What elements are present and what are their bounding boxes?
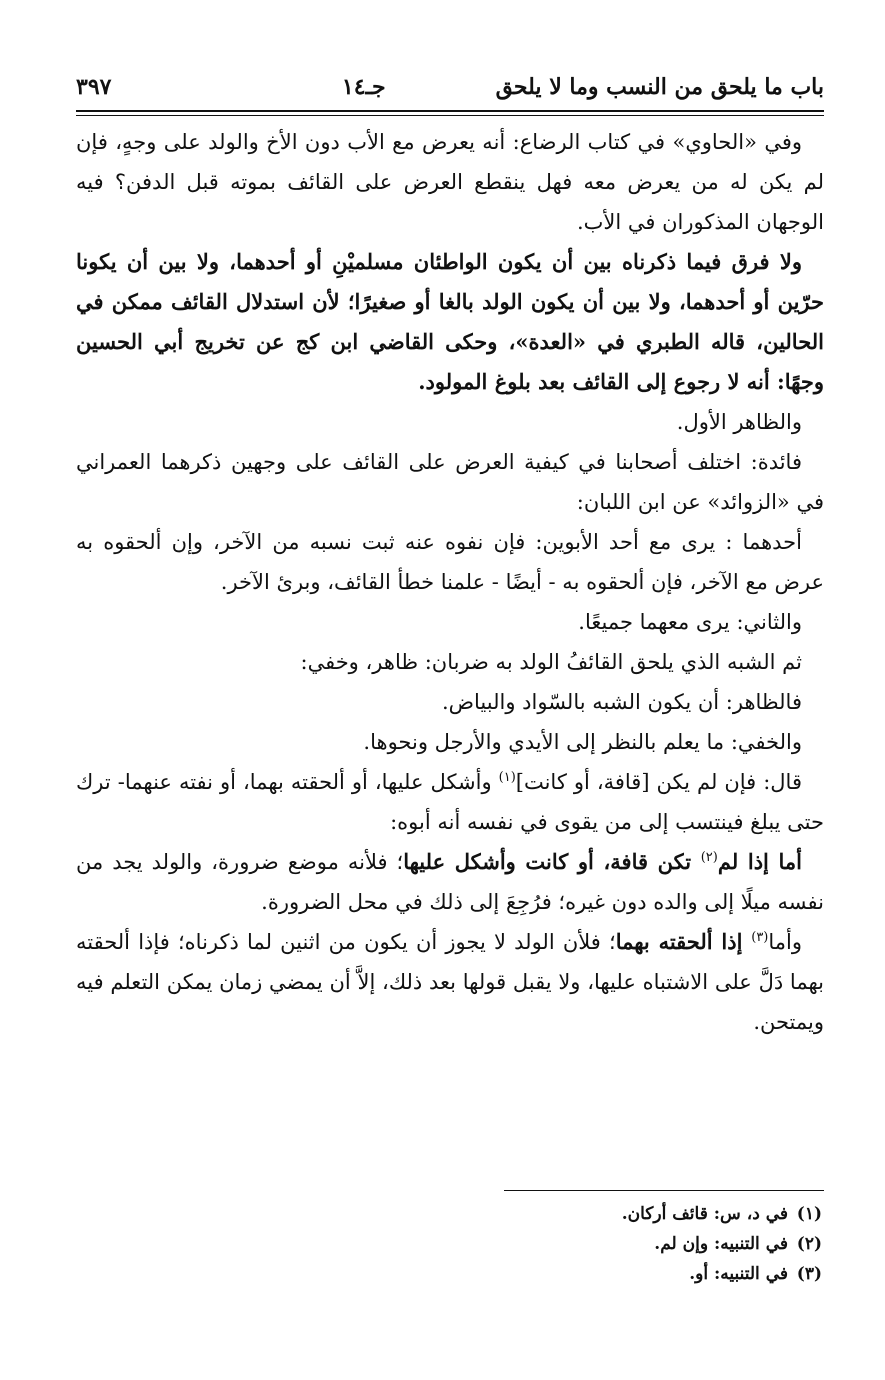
footnote-ref: (١) [498,770,516,785]
paragraph: وفي «الحاوي» في كتاب الرضاع: أنه يعرض مع الأب دون الأخ والولد على وجهٍ، فإن لم يكن له من يعرض معه فهل ينقطع العرض على القائف بموته قبل الدفن؟ فيه الوجهان المذكوران في الأب. [76,130,824,234]
paragraph: ولا فرق فيما ذكرناه بين أن يكون الواطئان مسلميْنِ أو أحدهما، ولا بين أن يكونا حرّين أو أحدهما، ولا بين أن يكون الولد بالغا أو صغيرًا؛ لأن استدلال القائف ممكن في الحالين، قاله الطبري في «العدة»، وحكى القاضي ابن كج عن تخريج أبي الحسين وجهًا: أنه لا رجوع إلى القائف بعد بلوغ المولود. [76,249,824,394]
commentary-text: ؛ فلأن الولد لا يجوز أن يكون من اثنين لما ذكرناه؛ فإذا ألحقته بهما دَلَّ على الاشتباه عليها، ولا يقبل قولها بعد ذلك، إلاَّ أن يمضي زمان يمكن التعلم فيه ويمتحن. [76,930,824,1034]
footnote-number: (٢) [796,1234,822,1254]
footnote-text: في التنبيه: وإن لم. [654,1234,788,1254]
footnote-text: في د، س: قائف أركان. [621,1204,788,1224]
paragraph: ثم الشبه الذي يلحق القائفُ الولد به ضربان: ظاهر، وخفي: [300,650,802,674]
paragraph: والثاني: يرى معهما جميعًا. [578,610,802,634]
paragraph: أحدهما : يرى مع أحد الأبوين: فإن نفوه عنه ثبت نسبه من الآخر، وإن ألحقوه به عرض مع الآخر، فإن ألحقوه به - أيضًا - علمنا خطأ القائف، وبرئ الآخر. [76,530,824,594]
quoted-matn: تكن قافة، أو كانت وأشكل عليها [403,849,701,874]
footnote-number: (٣) [796,1264,822,1284]
main-text [76,122,824,1042]
paragraph [76,842,824,922]
paragraph [76,922,824,1042]
footnote-ref: (٢) [700,850,718,865]
footnote-rule [504,1190,824,1191]
running-header [76,70,824,104]
quoted-matn: أما إذا لم [717,849,802,874]
page-number: ٣٩٧ [76,74,112,100]
paragraph-matn [76,762,824,842]
volume-label: جـ١٤ [341,74,386,100]
footnote [76,1229,822,1259]
paragraph: والظاهر الأول. [676,410,802,434]
footnote [76,1259,822,1289]
chapter-title: باب ما يلحق من النسب وما لا يلحق [495,74,824,100]
matn-text: وأشكل عليها، أو ألحقته بهما، أو نفته عنهما- ترك حتى يبلغ فينتسب إلى من يقوى في نفسه أنه أبوه: [76,770,824,834]
paragraph: والخفي: ما يعلم بالنظر إلى الأيدي والأرجل ونحوها. [363,730,802,754]
book-page [76,70,824,1284]
header-rule [76,110,824,116]
matn-text: قال: فإن لم يكن [قافة، أو كانت] [515,770,802,794]
quoted-matn: إذا ألحقته بهما [615,929,752,954]
commentary-text: ؛ فلأنه موضع ضرورة، والولد يجد من نفسه ميلًا إلى والده دون غيره؛ فرُجِعَ إلى ذلك في محل الضرورة. [76,850,824,914]
footnote-text: في التنبيه: أو. [689,1264,788,1284]
footnotes [76,1190,824,1289]
footnote-number: (١) [796,1204,822,1224]
commentary-text: وأما [768,930,802,954]
footnote [76,1199,822,1229]
paragraph: فالظاهر: أن يكون الشبه بالسّواد والبياض. [441,690,802,714]
footnote-ref: (٣) [751,930,769,945]
paragraph: فائدة: اختلف أصحابنا في كيفية العرض على القائف على وجهين ذكرهما العمراني في «الزوائد» عن ابن اللبان: [76,450,824,514]
